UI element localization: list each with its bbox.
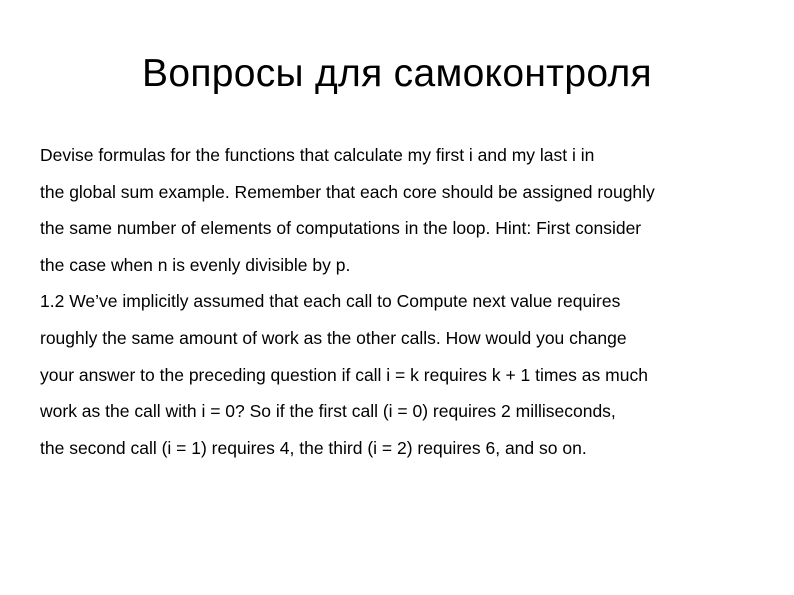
body-line: the second call (i = 1) requires 4, the third (i = 2) requires 6, and so on. [40,437,587,458]
body-line: roughly the same amount of work as the other calls. How would you change [40,327,627,348]
slide-body [40,137,780,466]
body-line: the same number of elements of computations in the loop. Hint: First consider [40,218,642,239]
body-line: the case when n is evenly divisible by p. [40,254,351,275]
body-line: your answer to the preceding question if call i = k requires k + 1 times as much [40,364,648,385]
body-line: the global sum example. Remember that each core should be assigned roughly [40,181,655,202]
slide-title: Вопросы для самоконтроля [142,52,652,95]
body-line: Devise formulas for the functions that calculate my first i and my last i in [40,145,595,165]
body-line: work as the call with i = 0? So if the first call (i = 0) requires 2 milliseconds, [40,401,616,422]
body-line: 1.2 We’ve implicitly assumed that each call to Compute next value requires [40,291,621,312]
